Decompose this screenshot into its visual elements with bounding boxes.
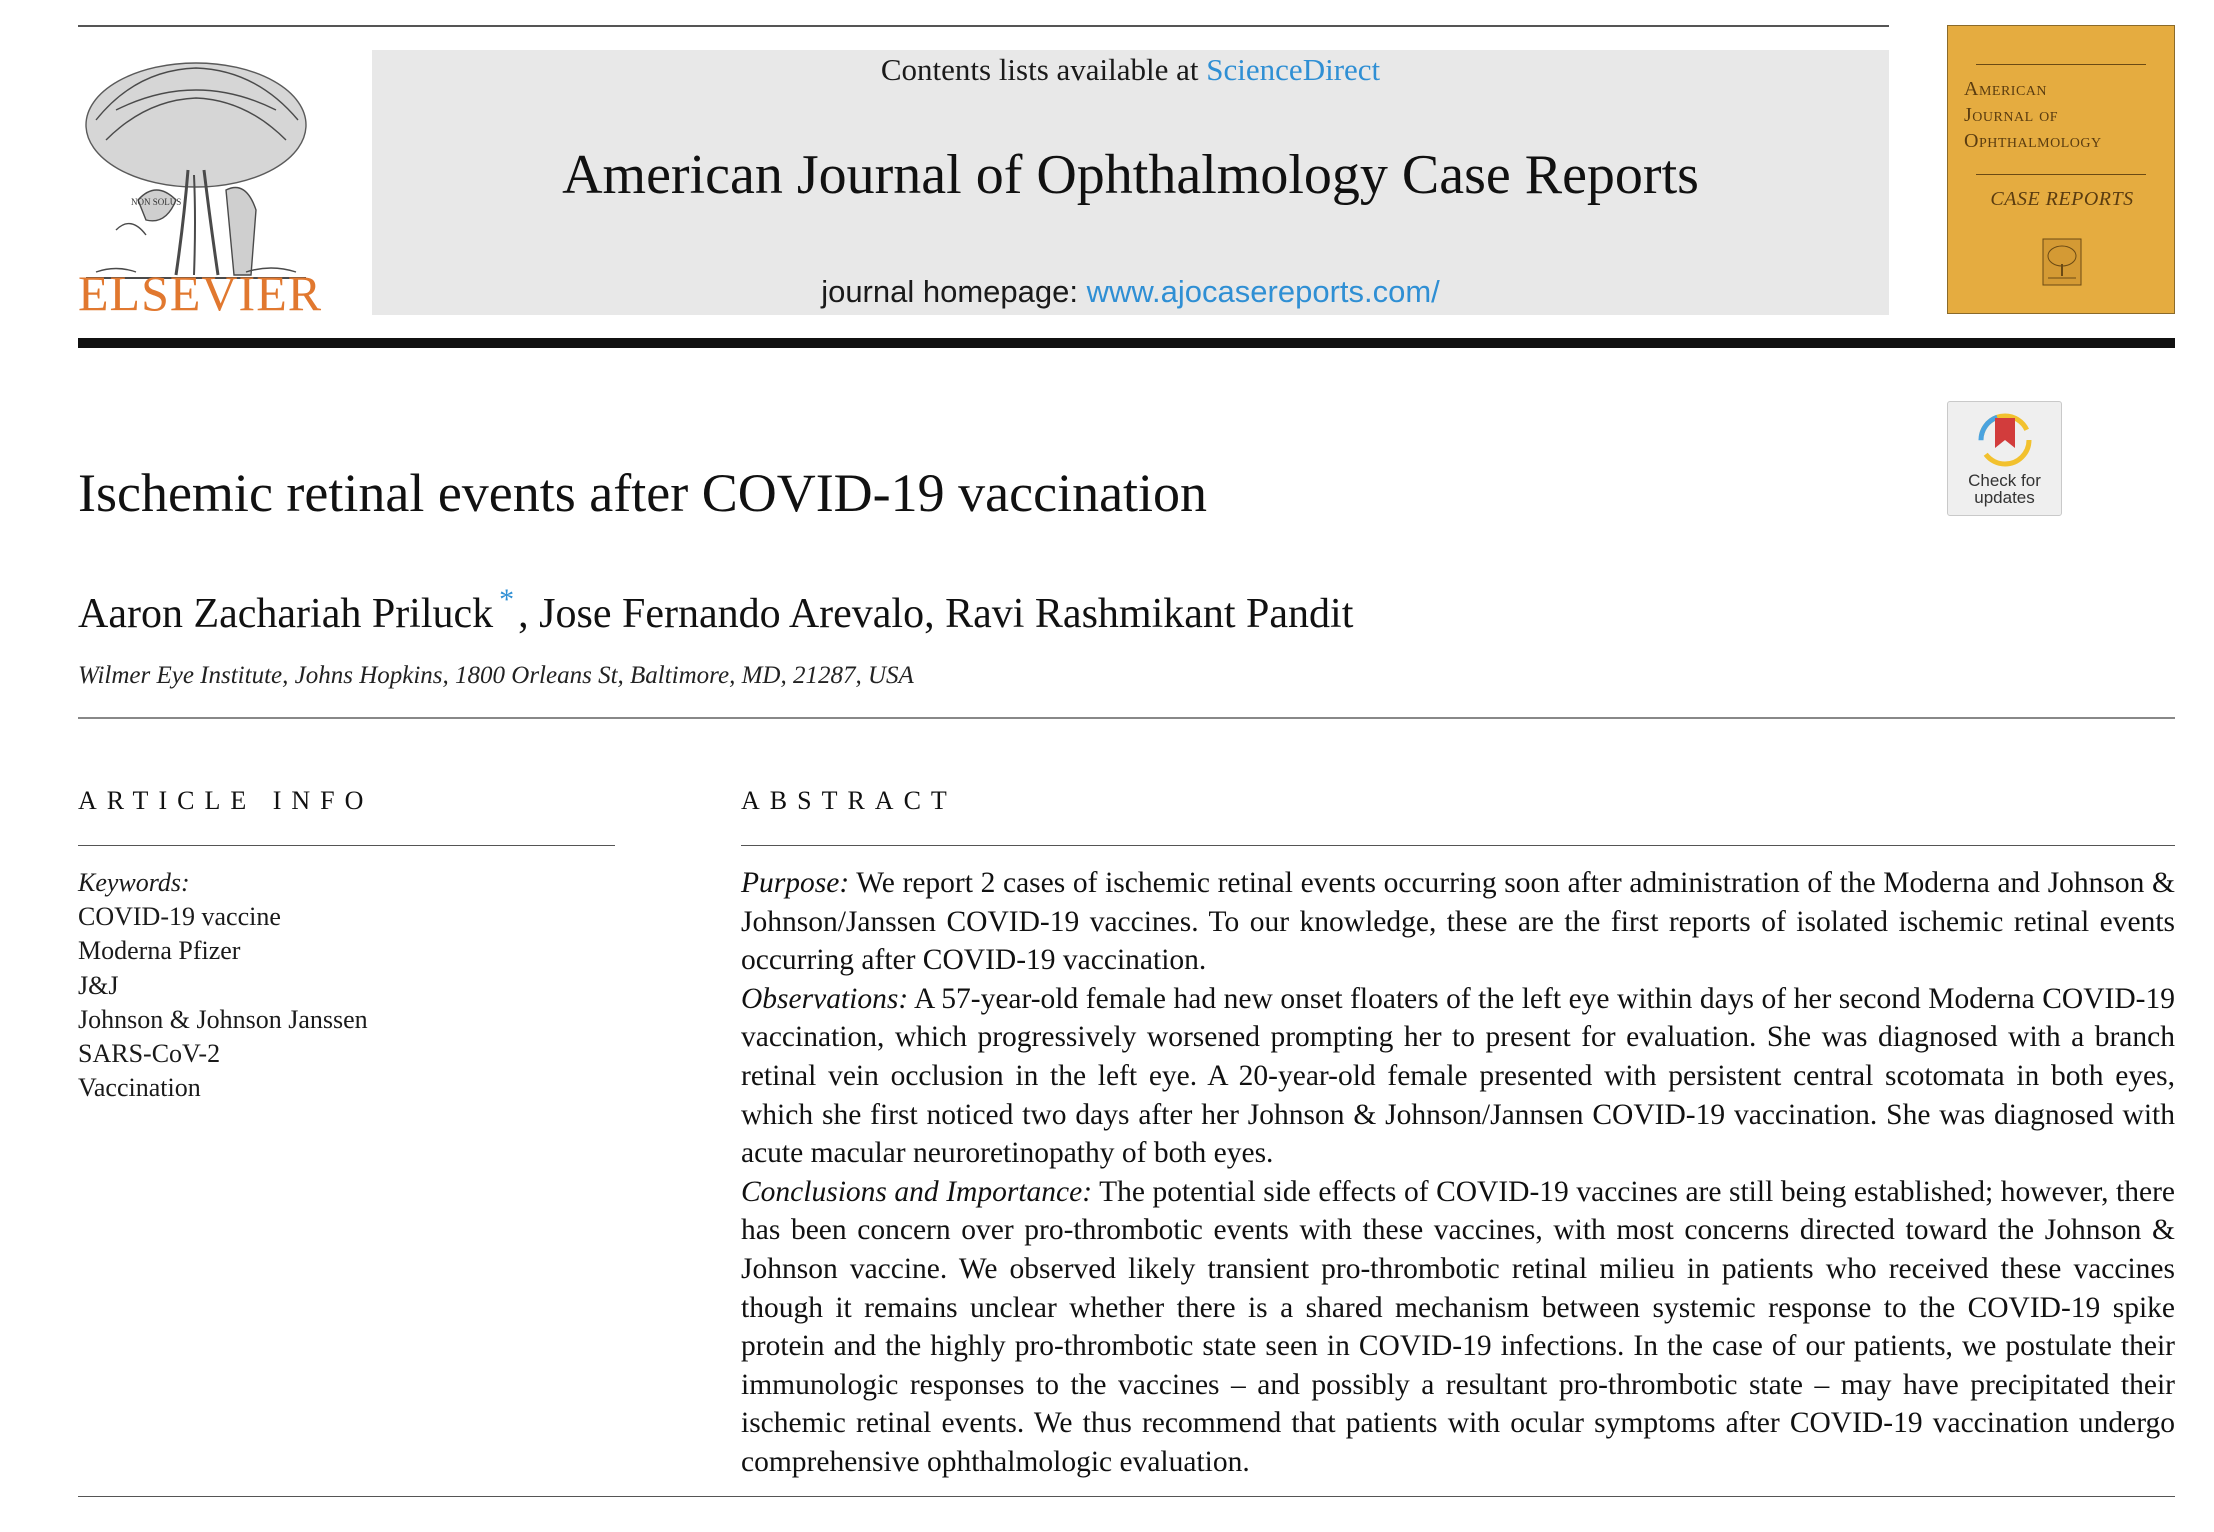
author-names-rest[interactable]: , Jose Fernando Arevalo, Ravi Rashmikant Pandit [518, 591, 1354, 637]
check-updates-line2: updates [1974, 488, 2035, 507]
keyword-item: Johnson & Johnson Janssen [78, 1004, 368, 1034]
keywords-list [78, 900, 368, 1106]
conclusions-text: The potential side effects of COVID-19 vaccines are still being established; however, there has been concern over pro-thrombotic events with these vaccines, with most concerns directed toward the Johnson & Johnson vaccine. We observed likely transient pro-thrombotic retinal milieu in patients who received these vaccines though it remains unclear whether there is a shared mechanism between systemic response to the COVID-19 spike protein and the highly pro-thrombotic state seen in COVID-19 infections. In the case of our patients, we postulate their immunologic responses to the vaccines – and possibly a resultant pro-thrombotic state – may have precipitated their ischemic retinal events. We thus recommend that patients with ocular symptoms after COVID-19 vaccination undergo comprehensive ophthalmologic evaluation. [741, 1175, 2176, 1478]
purpose-text: We report 2 cases of ischemic retinal events occurring soon after administration of the Moderna and Johnson & Johnson/Janssen COVID-19 vaccines. To our knowledge, these are the first reports of isolated ischemic retinal events occurring after COVID-19 vaccination. [741, 867, 2175, 977]
check-for-updates-label [1948, 472, 2061, 506]
contents-prefix: Contents lists available at [880, 52, 1207, 87]
cover-subtitle: CASE REPORTS [1990, 188, 2134, 210]
article-title: Ischemic retinal events after COVID-19 vaccination [78, 463, 1208, 523]
corresponding-author-mark[interactable]: * [499, 583, 515, 616]
conclusions-label: Conclusions and Importance: [741, 1175, 1093, 1208]
cover-title-line1: American [1964, 78, 2048, 100]
keyword-item: COVID-19 vaccine [78, 902, 281, 931]
top-rule [78, 25, 1889, 27]
article-info-heading: ARTICLE INFO [78, 786, 374, 815]
keyword-item: J&J [78, 970, 119, 1000]
cover-title-line3: Ophthalmology [1964, 130, 2102, 152]
purpose-label: Purpose: [741, 867, 850, 899]
homepage-line [372, 272, 1889, 312]
author-name-1[interactable]: Aaron Zachariah Priluck [78, 591, 494, 637]
publisher-logo-text: ELSEVIER [78, 265, 323, 321]
journal-cover-thumbnail[interactable] [1947, 25, 2175, 314]
abstract-conclusions [741, 1173, 2175, 1482]
bottom-rule [78, 1496, 2175, 1497]
affiliation-divider [78, 717, 2175, 719]
abstract-rule [741, 845, 2175, 846]
cover-mid-rule [1976, 174, 2146, 175]
author-list [78, 572, 1353, 642]
check-updates-line1: Check for [1968, 471, 2041, 490]
cover-title-line2: Journal of [1964, 104, 2059, 126]
keyword-item: SARS-CoV-2 [78, 1039, 221, 1069]
cover-elsevier-emblem [2042, 238, 2082, 286]
abstract-purpose [741, 864, 2175, 980]
homepage-prefix: journal homepage: [821, 274, 1087, 309]
keyword-item: Moderna Pfizer [78, 936, 241, 966]
cover-top-rule [1976, 64, 2146, 65]
sciencedirect-link[interactable]: ScienceDirect [1206, 52, 1381, 87]
header-divider [78, 338, 2175, 348]
article-info-rule [78, 845, 615, 846]
observations-label: Observations: [741, 982, 909, 1015]
keywords-label: Keywords: [78, 868, 190, 897]
check-updates-icon [1978, 410, 2032, 468]
svg-text:NON SOLUS: NON SOLUS [131, 197, 182, 207]
abstract-observations [741, 980, 2175, 1173]
observations-text: A 57-year-old female had new onset floaters of the left eye within days of her second Moderna COVID-19 vaccination, which progressively worsened prompting her to present for evaluation. She was diagnosed with a branch retinal vein occlusion in the left eye. A 20-year-old female presented with persistent central scotomata in both eyes, which she first noticed two days after her Johnson & Johnson/Jannsen COVID-19 vaccination. She was diagnosed with acute macular neuroretinopathy of both eyes. [741, 982, 2175, 1170]
journal-homepage-link[interactable]: www.ajocasereports.com/ [1086, 274, 1440, 309]
contents-line [372, 50, 1889, 90]
abstract-body [741, 864, 2175, 1482]
check-for-updates-button[interactable] [1947, 401, 2062, 516]
abstract-heading: ABSTRACT [741, 786, 957, 815]
journal-title: American Journal of Ophthalmology Case Reports [562, 144, 1699, 206]
author-affiliation: Wilmer Eye Institute, Johns Hopkins, 1800 Orleans St, Baltimore, MD, 21287, USA [78, 662, 914, 689]
keyword-item: Vaccination [78, 1073, 201, 1103]
cover-title [1964, 76, 2174, 154]
